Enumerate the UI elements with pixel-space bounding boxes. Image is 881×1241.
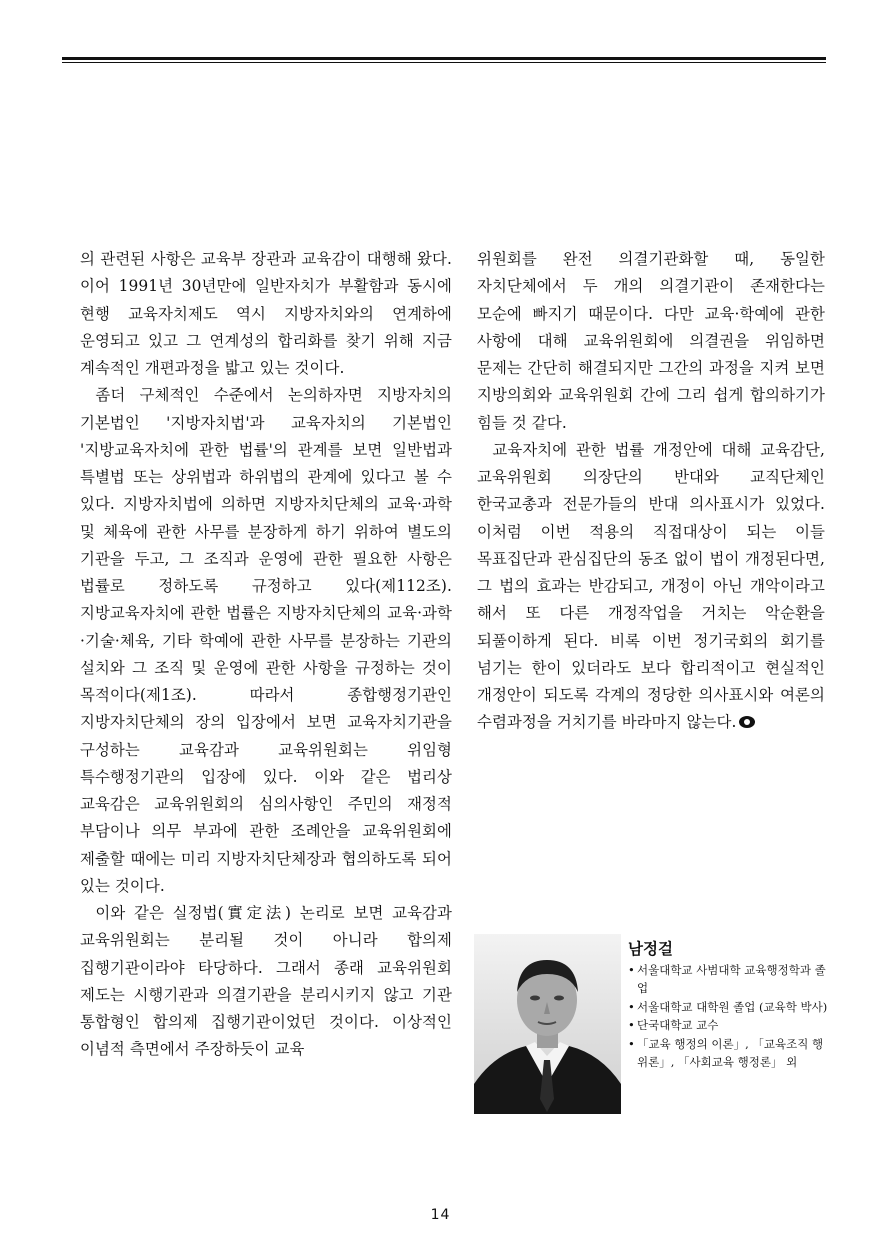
author-name: 남정걸 xyxy=(628,939,673,958)
bio-item: • 서울대학교 사범대학 교육행정학과 졸업 xyxy=(628,961,828,998)
article-left-column xyxy=(80,246,452,1064)
page-number: 14 xyxy=(430,1207,451,1223)
author-photo xyxy=(474,934,621,1114)
author-bio xyxy=(628,940,828,1072)
bio-item: • 단국대학교 교수 xyxy=(628,1016,828,1035)
article-right-column xyxy=(477,246,825,737)
header-rule-thin xyxy=(62,62,826,63)
bio-item: • 서울대학교 대학원 졸업 (교육학 박사) xyxy=(628,998,828,1017)
paragraph: 이와 같은 실정법(實定法) 논리로 보면 교육감과 교육위원회는 분리될 것이 아니라 합의제 집행기관이라야 타당하다. 그래서 종래 교육위원회 제도는 시행기관과 의결기관을 분리시키지 않고 기관 통합형인 합의제 집행기관이었던 것이다. 이상적인 이념적 측면에서 주장하듯이 교육 xyxy=(80,904,452,1059)
header-rule-thick xyxy=(62,57,826,60)
paragraph: 좀더 구체적인 수준에서 논의하자면 지방자치의 기본법인 '지방자치법'과 교육자치의 기본법인 '지방교육자치에 관한 법률'의 관계를 보면 일반법과 특별법 또는 상위법과 하위법의 관계에 있다고 볼 수 있다. 지방자치법에 의하면 지방자치단체의 교육·과학 및 체육에 관한 사무를 분장하게 하기 위하여 별도의 기관을 두고, 그 조직과 운영에 관한 필요한 사항은 법률로 정하도록 규정하고 있다(제112조). 지방교육자치에 관한 법률은 지방자치단체의 교육·과학·기술·체육, 기타 학예에 관한 사무를 분장하는 기관의 설치와 그 조직 및 운영에 관한 사항을 규정하는 것이 목적이다(제1조). 따라서 종합행정기관인 지방자치단체의 장의 입장에서 보면 교육자치기관을 구성하는 교육감과 교육위원회는 위임형 특수행정기관의 입장에 있다. 이와 같은 법리상 교육감은 교육위원회의 심의사항인 주민의 재정적 부담이나 의무 부과에 관한 조례안을 교육위원회에 제출할 때에는 미리 지방자치단체장과 협의하도록 되어 있는 것이다. xyxy=(80,386,452,895)
paragraph xyxy=(477,437,825,737)
paragraph: 의 관련된 사항은 교육부 장관과 교육감이 대행해 왔다. 이어 1991년 30년만에 일반자치가 부활함과 동시에 현행 교육자치제도 역시 지방자치와의 연계하에 운영되고 있고 그 연계성의 합리화를 찾기 위해 지금 계속적인 개편과정을 밟고 있는 것이다. xyxy=(80,250,452,377)
end-mark-icon xyxy=(739,716,755,728)
author-bio-list xyxy=(628,961,828,1072)
author-portrait-illustration xyxy=(474,934,621,1114)
paragraph-text: 교육자치에 관한 법률 개정안에 대해 교육감단, 교육위원회 의장단의 반대와 교직단체인 한국교총과 전문가들의 반대 의사표시가 있었다. 이처럼 이번 적용의 직접대상이 되는 이들 목표집단과 관심집단의 동조 없이 법이 개정된다면, 그 법의 효과는 반감되고, 개정이 아닌 개악이라고 해서 또 다른 개정작업을 거치는 악순환을 되풀이하게 된다. 비록 이번 정기국회의 회기를 넘기는 한이 있더라도 보다 합리적이고 현실적인 개정안이 되도록 각계의 정당한 의사표시와 여론의 수렴과정을 거치기를 바라마지 않는다. xyxy=(477,440,825,732)
paragraph: 위원회를 완전 의결기관화할 때, 동일한 자치단체에서 두 개의 의결기관이 존재한다는 모순에 빠지기 때문이다. 다만 교육·학예에 관한 사항에 대해 교육위원회에 의결권을 위임하면 문제는 간단히 해결되지만 그간의 과정을 지켜 보면 지방의회와 교육위원회 간에 그리 쉽게 합의하기가 힘들 것 같다. xyxy=(477,250,825,432)
bio-item: • 「교육 행정의 이론」, 「교육조직 행위론」, 「사회교육 행정론」 외 xyxy=(628,1035,828,1072)
